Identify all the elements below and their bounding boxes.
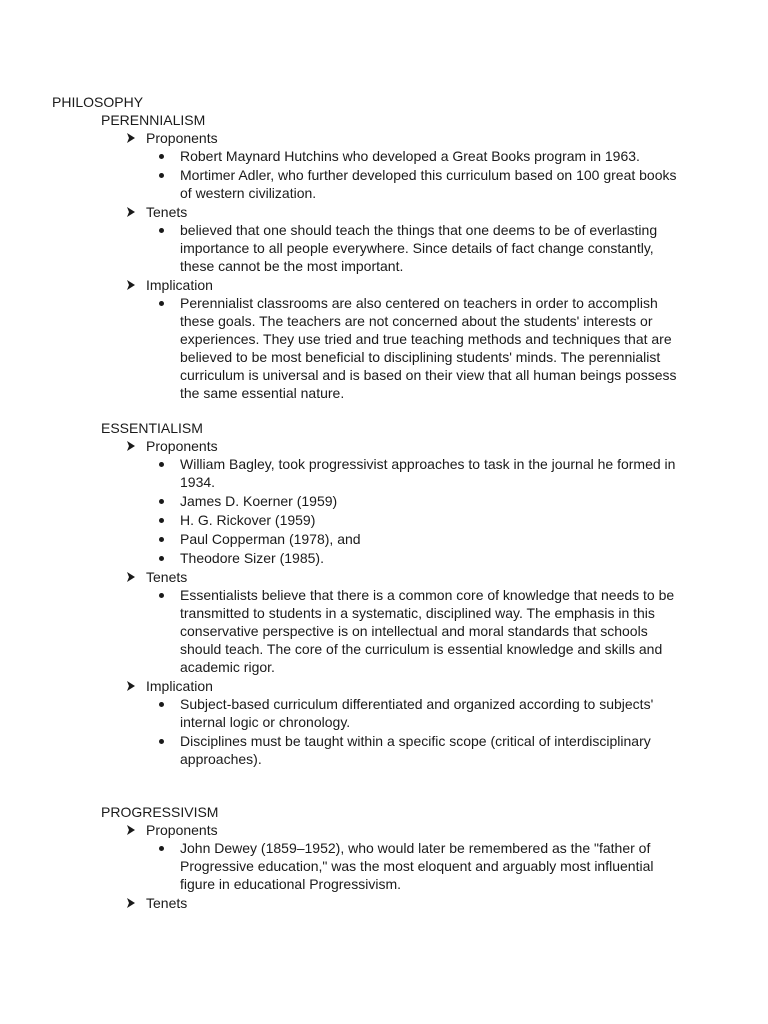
arrow-bullet-icon bbox=[125, 276, 139, 294]
list-item: believed that one should teach the things that one deems to be of everlasting importance to all people everywhere. Since details of fact change constantly, these cannot be the most important. bbox=[0, 221, 680, 275]
subsection-label: Tenets bbox=[146, 569, 188, 585]
list-item: H. G. Rickover (1959) bbox=[0, 511, 680, 529]
subsection-tenets bbox=[0, 894, 768, 912]
list-item: Essentialists believe that there is a common core of knowledge that needs to be transmitted to students in a systematic, disciplined way. The emphasis in this conservative perspective is on intellectual and moral standards that schools should teach. The core of the curriculum is essential knowledge and skills and academic rigor. bbox=[0, 586, 680, 676]
bullet-dot-icon bbox=[159, 462, 164, 467]
bullet-dot-icon bbox=[159, 537, 164, 542]
bullet-dot-icon bbox=[159, 739, 164, 744]
subsection-implication bbox=[0, 276, 768, 402]
subsection-label: Tenets bbox=[146, 895, 188, 911]
arrow-bullet-icon bbox=[125, 129, 139, 147]
bullet-dot-icon bbox=[159, 173, 164, 178]
section-title: PROGRESSIVISM bbox=[101, 804, 219, 820]
arrow-bullet-icon bbox=[125, 894, 139, 912]
bullet-dot-icon bbox=[159, 556, 164, 561]
bullet-dot-icon bbox=[159, 702, 164, 707]
subsection-tenets bbox=[0, 203, 768, 275]
arrow-bullet-icon bbox=[125, 203, 139, 221]
subsection-label: Implication bbox=[146, 678, 213, 694]
subsection-proponents bbox=[0, 437, 768, 567]
list-item: Mortimer Adler, who further developed this curriculum based on 100 great books of western civilization. bbox=[0, 166, 680, 202]
bullet-dot-icon bbox=[159, 846, 164, 851]
section-title: PERENNIALISM bbox=[101, 112, 206, 128]
list-item: James D. Koerner (1959) bbox=[0, 492, 680, 510]
subsection-proponents bbox=[0, 129, 768, 202]
subsection-label: Proponents bbox=[146, 130, 218, 146]
bullet-dot-icon bbox=[159, 499, 164, 504]
subsection-label: Proponents bbox=[146, 822, 218, 838]
list-item: Perennialist classrooms are also centered on teachers in order to accomplish these goals. The teachers are not concerned about the students' interests or experiences. They use tried and true teaching methods and techniques that are believed to be most beneficial to disciplining students' minds. The perennialist curriculum is universal and is based on their view that all human beings possess the same essential nature. bbox=[0, 294, 680, 402]
subsection-tenets bbox=[0, 568, 768, 676]
arrow-bullet-icon bbox=[125, 821, 139, 839]
arrow-bullet-icon bbox=[125, 437, 139, 455]
subsection-implication bbox=[0, 677, 768, 768]
subsection-label: Tenets bbox=[146, 204, 188, 220]
list-item: Theodore Sizer (1985). bbox=[0, 549, 680, 567]
bullet-dot-icon bbox=[159, 301, 164, 306]
list-item: Robert Maynard Hutchins who developed a Great Books program in 1963. bbox=[0, 147, 680, 165]
section-title: ESSENTIALISM bbox=[101, 420, 203, 436]
bullet-dot-icon bbox=[159, 228, 164, 233]
bullet-dot-icon bbox=[159, 154, 164, 159]
list-item: John Dewey (1859–1952), who would later be remembered as the "father of Progressive education," was the most eloquent and arguably most influential figure in educational Progressivism. bbox=[0, 839, 680, 893]
document-title: PHILOSOPHY bbox=[52, 94, 144, 110]
subsection-proponents bbox=[0, 821, 768, 893]
subsection-label: Proponents bbox=[146, 438, 218, 454]
list-item: Subject-based curriculum differentiated and organized according to subjects' internal logic or chronology. bbox=[0, 695, 680, 731]
subsection-label: Implication bbox=[146, 277, 213, 293]
list-item: Paul Copperman (1978), and bbox=[0, 530, 680, 548]
bullet-dot-icon bbox=[159, 593, 164, 598]
arrow-bullet-icon bbox=[125, 677, 139, 695]
list-item: Disciplines must be taught within a specific scope (critical of interdisciplinary approaches). bbox=[0, 732, 680, 768]
arrow-bullet-icon bbox=[125, 568, 139, 586]
bullet-dot-icon bbox=[159, 518, 164, 523]
list-item: William Bagley, took progressivist approaches to task in the journal he formed in 1934. bbox=[0, 455, 680, 491]
